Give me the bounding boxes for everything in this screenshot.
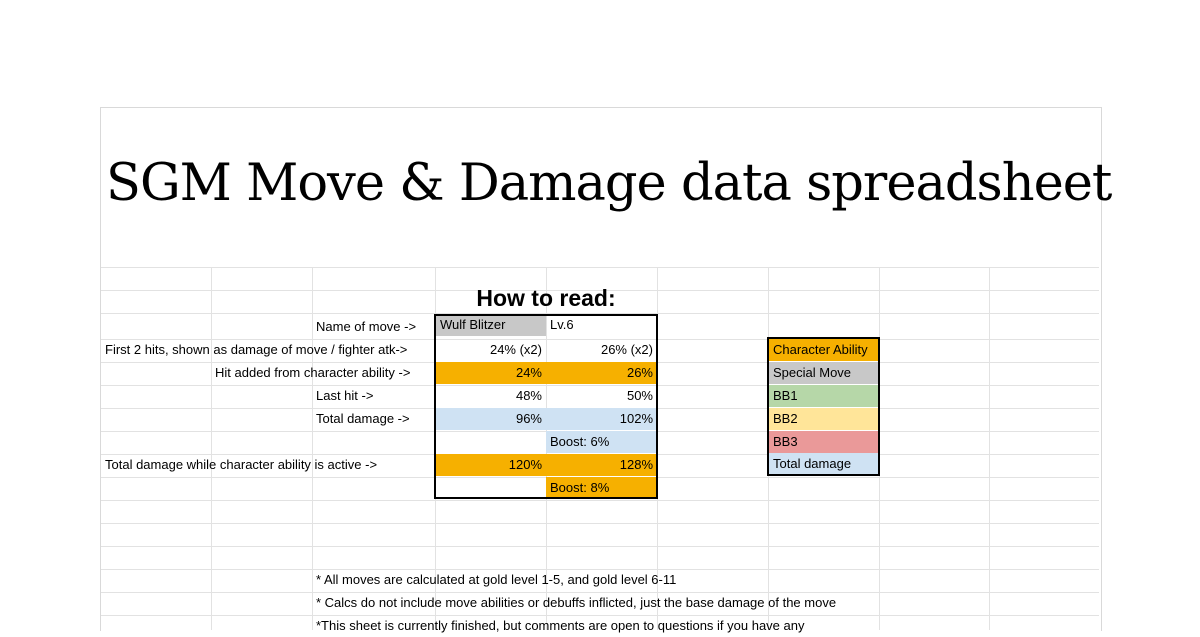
legend-special-move[interactable]: Special Move xyxy=(769,362,878,384)
label-total-active: Total damage while character ability is active -> xyxy=(105,457,378,472)
last-hit-cell-1[interactable]: 48% xyxy=(515,388,542,403)
label-total-damage: Total damage -> xyxy=(316,411,410,426)
label-name-of-move: Name of move -> xyxy=(316,319,417,334)
move-name-cell[interactable]: Wulf Blitzer xyxy=(436,314,546,336)
label-first-hits: First 2 hits, shown as damage of move / fighter atk-> xyxy=(105,342,408,357)
legend-bb1[interactable]: BB1 xyxy=(769,385,878,407)
boost-cell[interactable]: Boost: 6% xyxy=(546,431,657,453)
label-last-hit: Last hit -> xyxy=(316,388,374,403)
note-2: * Calcs do not include move abilities or debuffs inflicted, just the base damage of the move xyxy=(316,595,837,610)
legend-total-damage[interactable]: Total damage xyxy=(769,453,878,475)
label-hit-added: Hit added from character ability -> xyxy=(215,365,411,380)
first-hits-cell-2[interactable]: 26% (x2) xyxy=(600,342,653,357)
total-cell-2[interactable]: 102% xyxy=(546,408,657,430)
note-1: * All moves are calculated at gold level 1-5, and gold level 6-11 xyxy=(316,572,677,587)
total-active-cell-2[interactable]: 128% xyxy=(546,454,657,476)
total-active-cell-1[interactable]: 120% xyxy=(436,454,546,476)
legend-character-ability[interactable]: Character Ability xyxy=(769,339,878,361)
last-hit-cell-2[interactable]: 50% xyxy=(626,388,653,403)
total-cell-1[interactable]: 96% xyxy=(436,408,546,430)
legend-border xyxy=(767,337,880,476)
sheet-title: SGM Move & Damage data spreadsheet xyxy=(106,154,1112,213)
example-table-border xyxy=(434,314,658,499)
how-to-read-heading: How to read: xyxy=(476,285,616,311)
note-3: *This sheet is currently finished, but comments are open to questions if you have any xyxy=(316,618,805,633)
legend-bb2[interactable]: BB2 xyxy=(769,408,878,430)
legend-bb3[interactable]: BB3 xyxy=(769,431,878,453)
boost-active-cell[interactable]: Boost: 8% xyxy=(546,477,657,499)
level-cell[interactable]: Lv.6 xyxy=(550,317,574,332)
first-hits-cell-1[interactable]: 24% (x2) xyxy=(489,342,542,357)
ability-hit-cell-1[interactable]: 24% xyxy=(436,362,546,384)
ability-hit-cell-2[interactable]: 26% xyxy=(546,362,657,384)
